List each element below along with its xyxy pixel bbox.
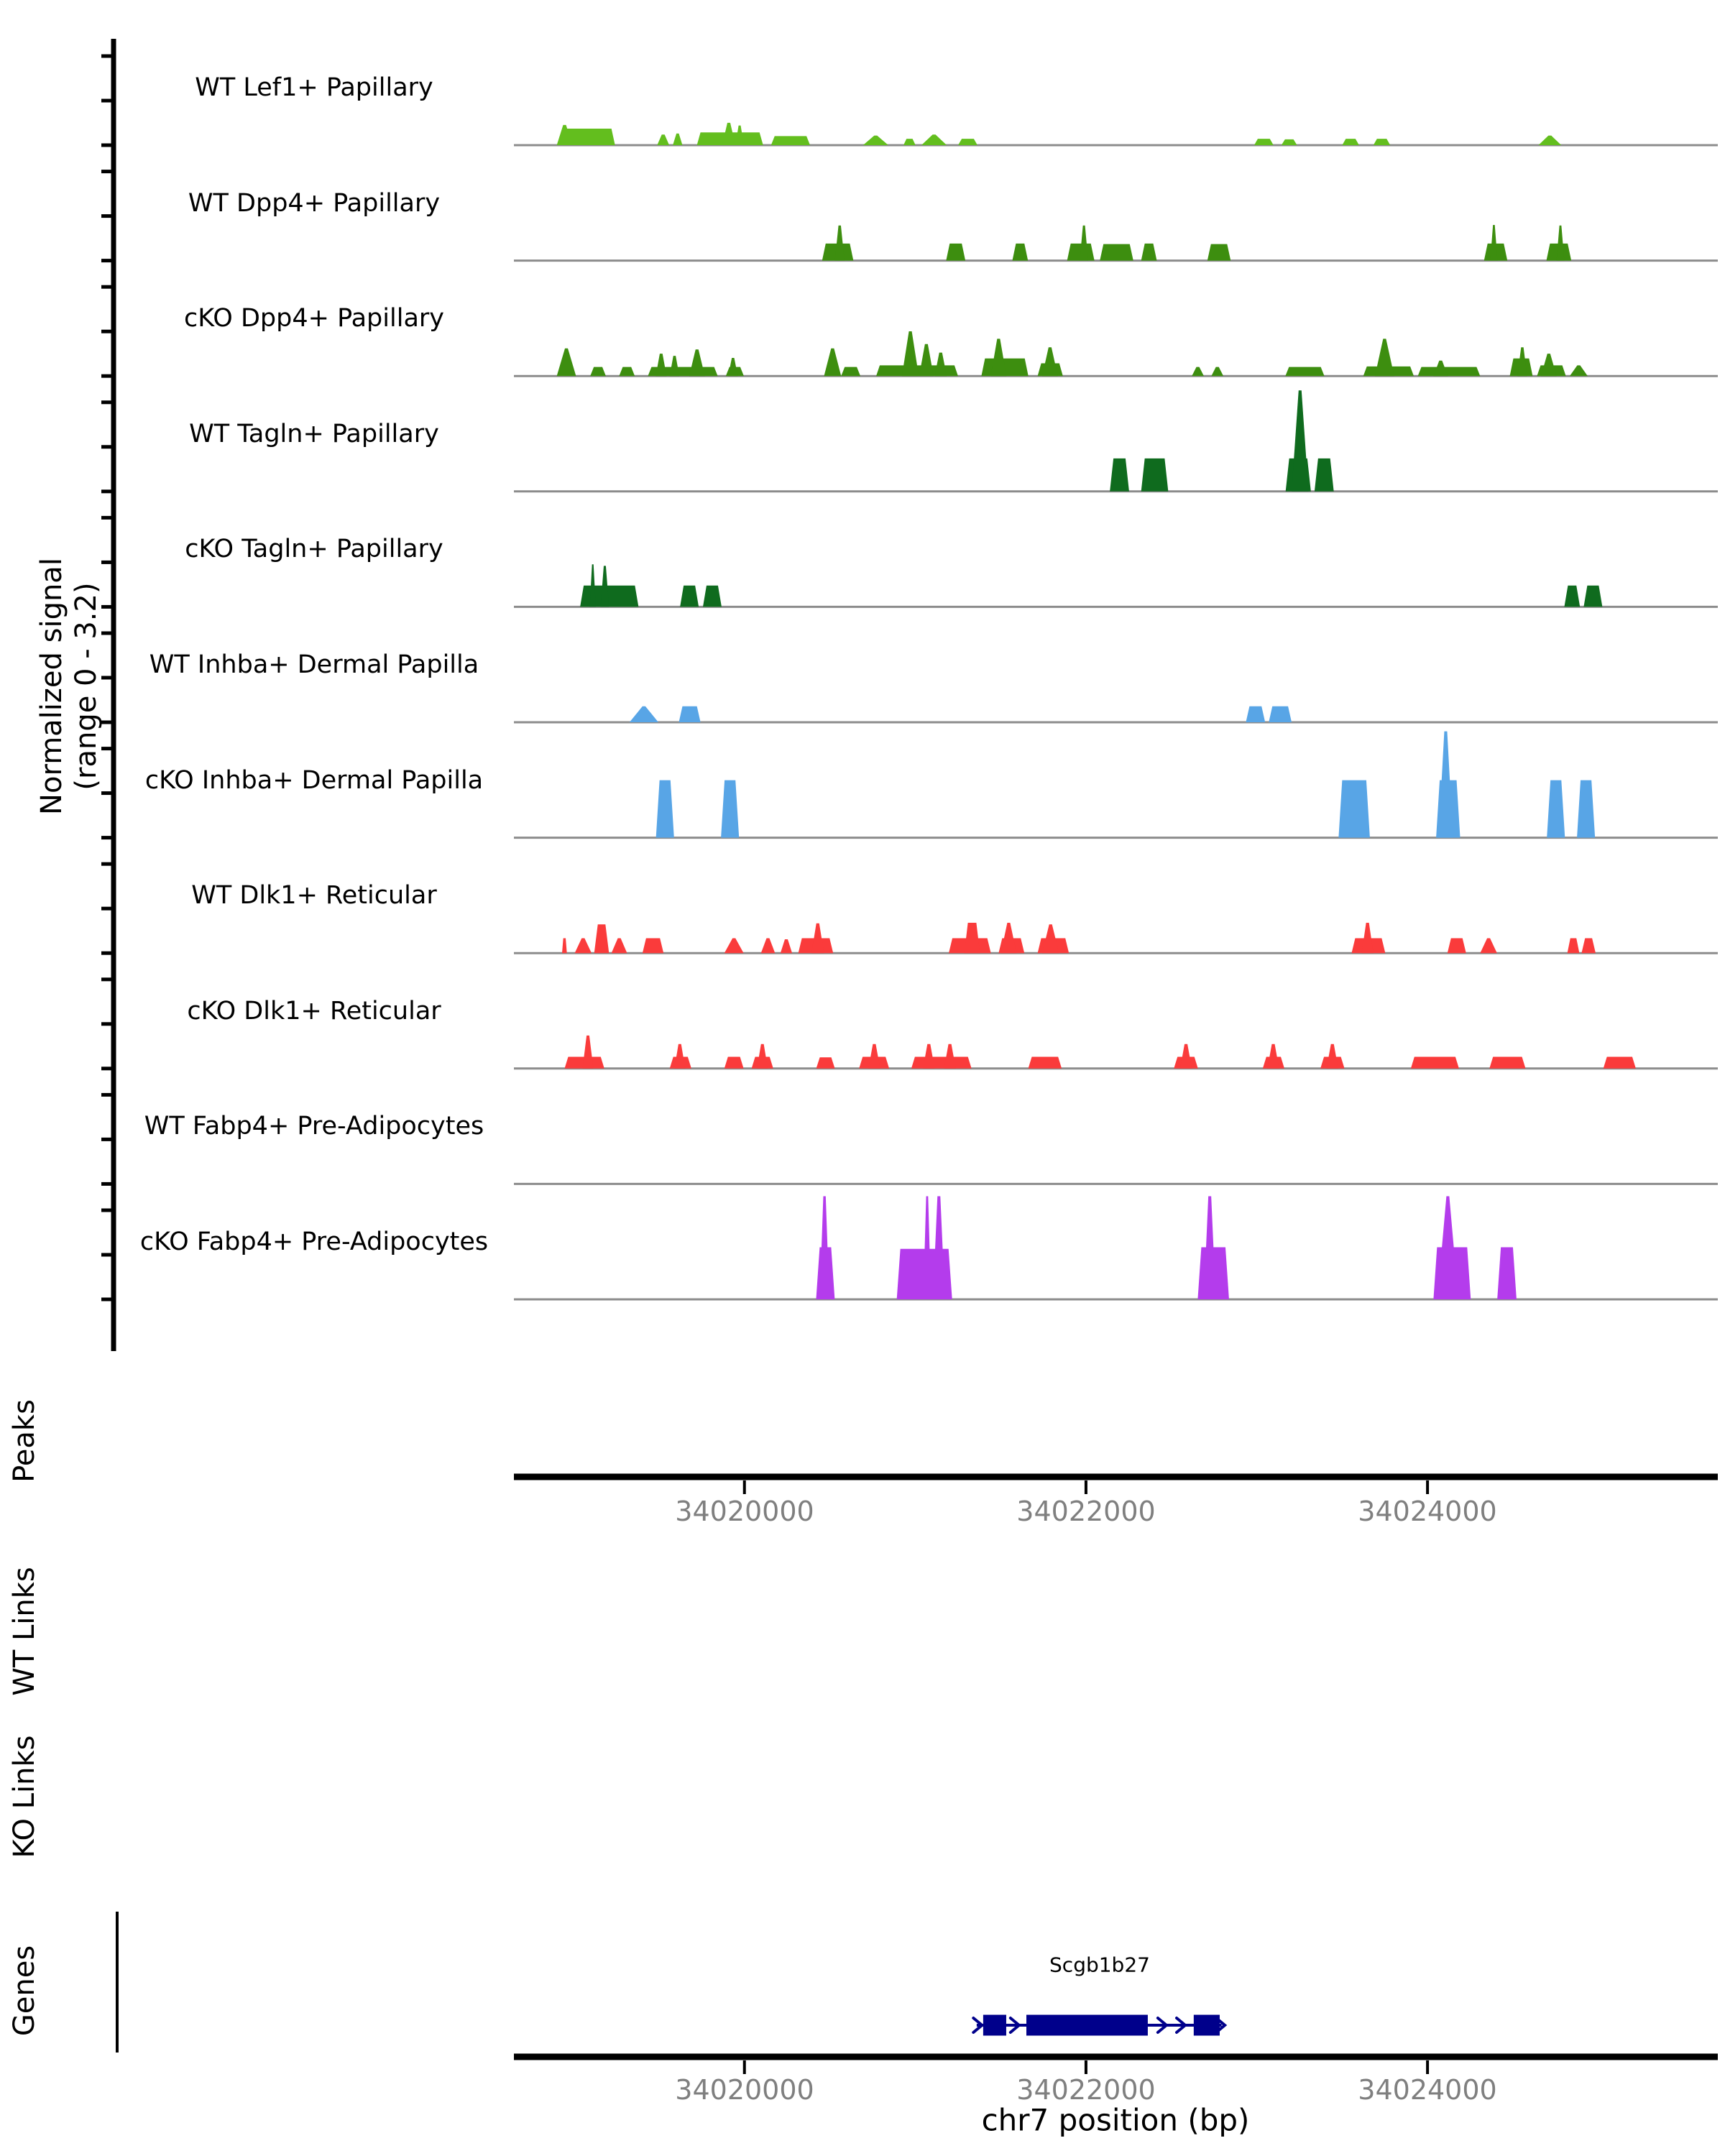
signal-peak bbox=[689, 349, 705, 376]
signal-peak bbox=[1374, 139, 1390, 145]
signal-peak bbox=[1489, 1057, 1525, 1069]
signal-peak bbox=[1285, 367, 1324, 377]
signal-peak bbox=[863, 136, 888, 145]
signal-peak bbox=[958, 139, 978, 145]
signal-peak bbox=[703, 586, 722, 607]
signal-peak bbox=[921, 134, 947, 145]
signal-peak bbox=[1497, 1247, 1517, 1299]
signal-peak bbox=[1282, 139, 1297, 145]
signal-peak bbox=[944, 1044, 955, 1069]
section-label-genes: Genes bbox=[8, 1945, 41, 2037]
signal-peak bbox=[1180, 1044, 1192, 1069]
bottom-axis-tick-34024000: 34024000 bbox=[1358, 2074, 1497, 2106]
signal-peak bbox=[670, 356, 679, 376]
signal-peak bbox=[933, 1196, 945, 1299]
signal-peak bbox=[841, 367, 860, 377]
signal-peak bbox=[1448, 938, 1466, 953]
signal-peak bbox=[1557, 226, 1565, 261]
signal-peak bbox=[934, 353, 947, 377]
signal-peak bbox=[1029, 1057, 1062, 1069]
signal-peak bbox=[1080, 226, 1088, 261]
track-label-cko-tagln: cKO Tagln+ Papillary bbox=[185, 535, 443, 563]
signal-peak bbox=[580, 586, 638, 607]
peaks-axis-tick-34020000: 34020000 bbox=[675, 1496, 814, 1527]
signal-peak bbox=[680, 586, 699, 607]
signal-peak bbox=[835, 226, 845, 261]
signal-peak bbox=[965, 923, 980, 953]
gene-exon bbox=[983, 2015, 1006, 2036]
signal-peak bbox=[1042, 347, 1058, 376]
gene-name-label: Scgb1b27 bbox=[1049, 1953, 1150, 1977]
peaks-axis-tick-34024000: 34024000 bbox=[1358, 1496, 1497, 1527]
section-label-peaks: Peaks bbox=[8, 1399, 41, 1483]
gene-exon bbox=[1026, 2015, 1148, 2036]
signal-peak bbox=[674, 1044, 685, 1069]
signal-peak bbox=[1292, 390, 1308, 492]
signal-peak bbox=[678, 706, 700, 722]
signal-peak bbox=[1141, 459, 1169, 492]
signal-peak bbox=[724, 1057, 744, 1069]
signal-peak bbox=[630, 706, 658, 722]
signal-peak bbox=[721, 780, 739, 838]
signal-peak bbox=[1411, 1057, 1459, 1069]
signal-peak bbox=[1315, 459, 1334, 492]
track-label-cko-fabp4: cKO Fabp4+ Pre-Adipocytes bbox=[139, 1227, 489, 1256]
signal-peak bbox=[612, 938, 627, 953]
signal-peak bbox=[1570, 365, 1588, 376]
signal-peak bbox=[619, 367, 635, 377]
signal-peak bbox=[1583, 586, 1602, 607]
signal-peak bbox=[1192, 367, 1204, 377]
bottom-axis-tick-34020000: 34020000 bbox=[675, 2074, 814, 2106]
track-label-cko-inhba: cKO Inhba+ Dermal Papilla bbox=[144, 766, 484, 795]
signal-peak bbox=[590, 367, 606, 377]
signal-peak bbox=[724, 938, 744, 953]
signal-peak bbox=[1012, 244, 1028, 261]
signal-peak bbox=[562, 938, 567, 953]
signal-peak bbox=[557, 349, 576, 376]
signal-peak bbox=[946, 244, 965, 261]
track-label-wt-dpp4: WT Dpp4+ Papillary bbox=[188, 189, 441, 218]
signal-peak bbox=[1110, 459, 1129, 492]
signal-peak bbox=[824, 349, 841, 376]
signal-peak bbox=[903, 139, 916, 145]
signal-peak bbox=[911, 1057, 972, 1069]
signal-peak bbox=[761, 938, 776, 953]
track-label-wt-dlk1: WT Dlk1+ Reticular bbox=[191, 881, 437, 910]
y-axis-label-line2: (range 0 - 3.2) bbox=[70, 582, 103, 791]
signal-peak bbox=[643, 938, 663, 953]
signal-peak bbox=[757, 1044, 768, 1069]
signal-peak bbox=[656, 354, 666, 376]
signal-peak bbox=[594, 924, 610, 953]
signal-peak bbox=[816, 1057, 835, 1069]
section-label-ko-links: KO Links bbox=[8, 1735, 41, 1858]
y-axis-label-line1: Normalized signal bbox=[35, 558, 68, 815]
x-axis-title: chr7 position (bp) bbox=[981, 2102, 1250, 2138]
signal-peak bbox=[1100, 244, 1133, 261]
signal-peak bbox=[1141, 244, 1157, 261]
signal-peak bbox=[923, 1044, 934, 1069]
signal-peak bbox=[1267, 1044, 1279, 1069]
signal-peak bbox=[924, 1196, 932, 1299]
signal-peak bbox=[1208, 244, 1230, 261]
signal-peak bbox=[575, 938, 592, 953]
signal-peak bbox=[656, 780, 674, 838]
signal-peak bbox=[1480, 938, 1496, 953]
signal-peak bbox=[1269, 706, 1292, 722]
signal-peak bbox=[1581, 938, 1596, 953]
signal-peak bbox=[582, 1036, 593, 1069]
peaks-axis-tick-34022000: 34022000 bbox=[1016, 1496, 1156, 1527]
signal-peak bbox=[673, 134, 682, 145]
signal-peak bbox=[1362, 923, 1374, 953]
signal-peak bbox=[1604, 1057, 1636, 1069]
signal-peak bbox=[990, 338, 1006, 376]
signal-peak bbox=[1541, 354, 1557, 376]
signal-peak bbox=[781, 939, 792, 953]
bottom-axis-tick-34022000: 34022000 bbox=[1016, 2074, 1156, 2106]
signal-peak bbox=[1001, 923, 1017, 953]
signal-peak bbox=[1564, 586, 1580, 607]
signal-peak bbox=[1342, 139, 1358, 145]
signal-peak bbox=[902, 331, 919, 376]
track-label-wt-lef1: WT Lef1+ Papillary bbox=[195, 73, 433, 102]
signal-peak bbox=[919, 344, 934, 376]
track-label-wt-tagln: WT Tagln+ Papillary bbox=[189, 420, 439, 448]
signal-peak bbox=[1577, 780, 1595, 838]
signal-peak bbox=[1568, 938, 1580, 953]
track-label-wt-inhba: WT Inhba+ Dermal Papilla bbox=[149, 650, 479, 679]
section-label-wt-links: WT Links bbox=[8, 1567, 41, 1696]
signal-peak bbox=[1246, 706, 1265, 722]
signal-peak bbox=[1338, 780, 1370, 838]
gene-exon bbox=[1194, 2015, 1220, 2036]
signal-peak bbox=[771, 136, 810, 145]
signal-peak bbox=[657, 134, 669, 145]
signal-peak bbox=[1490, 225, 1497, 261]
signal-peak bbox=[1375, 338, 1394, 376]
signal-peak bbox=[1254, 139, 1274, 145]
signal-peak bbox=[562, 129, 615, 145]
signal-peak bbox=[1547, 780, 1565, 838]
signal-peak bbox=[868, 1044, 880, 1069]
signal-peak bbox=[1418, 367, 1481, 377]
signal-peak bbox=[1211, 367, 1223, 377]
track-label-cko-dlk1: cKO Dlk1+ Reticular bbox=[187, 997, 441, 1026]
signal-peak bbox=[1327, 1044, 1338, 1069]
track-label-wt-fabp4: WT Fabp4+ Pre-Adipocytes bbox=[144, 1112, 484, 1141]
track-label-cko-dpp4: cKO Dpp4+ Papillary bbox=[184, 304, 444, 333]
signal-peak bbox=[1538, 136, 1561, 145]
